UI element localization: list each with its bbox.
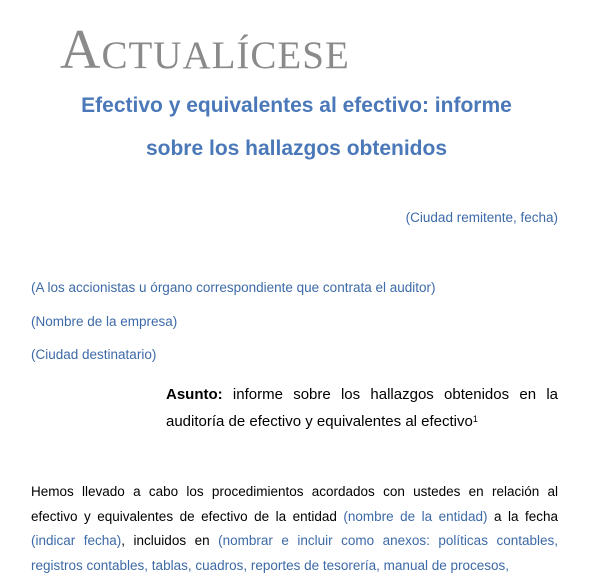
- recipient-city: (Ciudad destinatario): [31, 347, 157, 362]
- body-paragraph: [31, 480, 558, 578]
- subject-footnote-marker[interactable]: 1: [472, 414, 478, 424]
- annexes-placeholder: (nombrar e incluir como anexos: políticas contables, registros contables, tablas, cuadros, reportes de tesorería, manual de procesos,: [31, 533, 558, 573]
- subject-label: Asunto:: [166, 386, 223, 403]
- subject-text: informe sobre los hallazgos obtenidos en la auditoría de efectivo y equivalentes al efectivo: [166, 386, 558, 430]
- body-text-part-3: , incluidos en: [121, 533, 219, 548]
- actualicese-logo: Actualícese: [60, 19, 350, 81]
- date-placeholder: (indicar fecha): [31, 533, 122, 548]
- body-text-part-2: a la fecha: [487, 508, 558, 524]
- document-title-line-2: sobre los hallazgos obtenidos: [145, 137, 448, 160]
- subject-block: [166, 381, 558, 435]
- sender-city-date: (Ciudad remitente, fecha): [405, 210, 558, 225]
- document-title-line-1: Efectivo y equivalentes al efectivo: informe: [81, 94, 512, 117]
- body-text-part-1: Hemos llevado a cabo los procedimientos acordados con ustedes en relación al efectivo y equivalentes de efectivo de la entidad: [31, 484, 558, 524]
- recipient-company: (Nombre de la empresa): [31, 314, 178, 329]
- entity-name-placeholder: (nombre de la entidad): [343, 508, 488, 524]
- recipient-shareholders: (A los accionistas u órgano correspondiente que contrata el auditor): [31, 280, 436, 295]
